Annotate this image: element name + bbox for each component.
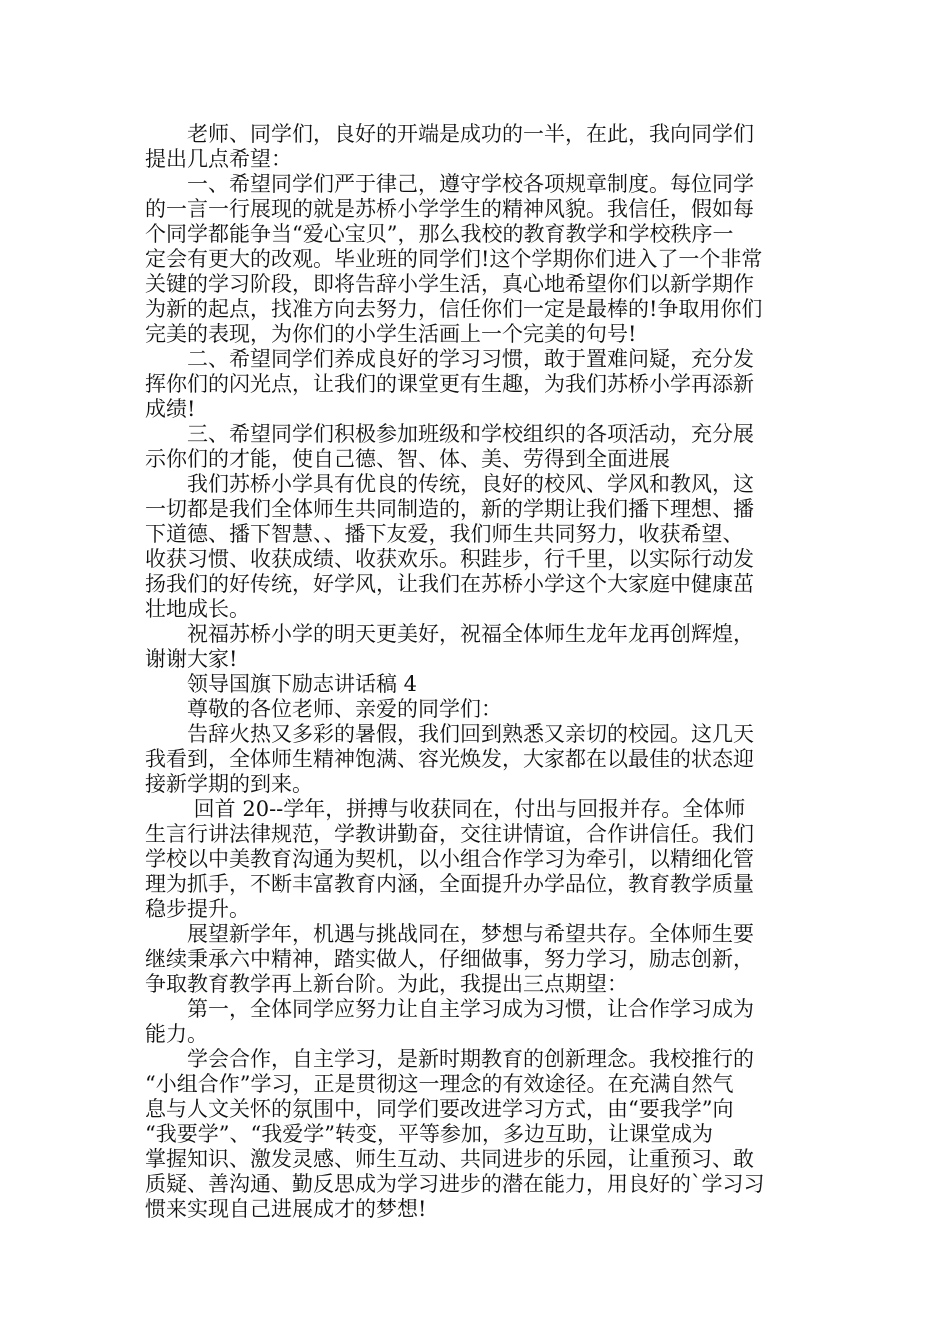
text-line: 挥你们的闪光点，让我们的课堂更有生趣，为我们苏桥小学再添新 <box>145 372 754 396</box>
text-line: 老师、同学们，良好的开端是成功的一半，在此，我向同学们 <box>145 122 754 146</box>
text-line: 质疑、善沟通、勤反思成为学习进步的潜在能力，用良好的`学习习 <box>145 1172 765 1196</box>
text-line: 的一言一行展现的就是苏桥小学学生的精神风貌。我信任，假如每 <box>145 197 754 221</box>
text-line: 一切都是我们全体师生共同制造的，新的学期让我们播下理想、播 <box>145 497 754 521</box>
text-line: 惯来实现自己进展成才的梦想! <box>145 1197 427 1221</box>
text-line: 壮地成长。 <box>145 597 250 621</box>
text-line: 为新的起点，找准方向去努力，信任你们一定是最棒的!争取用你们 <box>145 297 763 321</box>
text-line: 能力。 <box>145 1022 208 1046</box>
text-line: 继续秉承六中精神，踏实做人，仔细做事，努力学习，励志创新， <box>145 947 754 971</box>
text-line: 一、希望同学们严于律己，遵守学校各项规章制度。每位同学 <box>145 172 754 196</box>
text-line: 争取教育教学再上新台阶。为此，我提出三点期望： <box>145 972 628 996</box>
text-line: 示你们的才能，使自己德、智、体、美、劳得到全面进展 <box>145 447 670 471</box>
text-line: 尊敬的各位老师、亲爱的同学们： <box>145 697 502 721</box>
text-line: 生言行讲法律规范，学教讲勤奋，交往讲情谊，合作讲信任。我们 <box>145 822 754 846</box>
text-line: 下道德、播下智慧、、播下友爱，我们师生共同努力，收获希望、 <box>145 522 744 546</box>
text-line: 个同学都能争当“爱心宝贝”，那么我校的教育教学和学校秩序一 <box>145 222 734 246</box>
text-line: 掌握知识、激发灵感、师生互动、共同进步的乐园，让重预习、敢 <box>145 1147 754 1171</box>
text-line: 祝福苏桥小学的明天更美好，祝福全体师生龙年龙再创辉煌， <box>145 622 754 646</box>
text-line: 回首 20--学年，拼搏与收获同在，付出与回报并存。全体师 <box>145 797 746 821</box>
text-line: 成绩! <box>145 397 196 421</box>
text-line: 我们苏桥小学具有优良的传统，良好的校风、学风和教风，这 <box>145 472 754 496</box>
text-line: 稳步提升。 <box>145 897 250 921</box>
text-line: 关键的学习阶段，即将告辞小学生活，真心地希望你们以新学期作 <box>145 272 754 296</box>
text-line: 三、希望同学们积极参加班级和学校组织的各项活动，充分展 <box>145 422 754 446</box>
text-line: “我要学”、“我爱学”转变，平等参加，多边互助，让课堂成为 <box>145 1122 713 1146</box>
text-line: 谢谢大家! <box>145 647 238 671</box>
text-line: 领导国旗下励志讲话稿 4 <box>145 672 418 696</box>
text-line: 定会有更大的改观。毕业班的同学们!这个学期你们进入了一个非常 <box>145 247 763 271</box>
text-line: 提出几点希望： <box>145 147 292 171</box>
text-line: 学校以中美教育沟通为契机，以小组合作学习为牵引，以精细化管 <box>145 847 754 871</box>
text-line: “小组合作”学习，正是贯彻这一理念的有效途径。在充满自然气 <box>145 1072 734 1096</box>
text-line: 我看到，全体师生精神饱满、容光焕发，大家都在以最佳的状态迎 <box>145 747 754 771</box>
text-line: 扬我们的好传统，好学风，让我们在苏桥小学这个大家庭中健康茁 <box>145 572 754 596</box>
text-line: 学会合作，自主学习，是新时期教育的创新理念。我校推行的 <box>145 1047 754 1071</box>
text-line: 第一，全体同学应努力让自主学习成为习惯，让合作学习成为 <box>145 997 754 1021</box>
text-line: 息与人文关怀的氛围中，同学们要改进学习方式，由“要我学”向 <box>145 1097 734 1121</box>
text-line: 接新学期的到来。 <box>145 772 313 796</box>
document-body <box>145 122 809 1222</box>
text-line: 理为抓手，不断丰富教育内涵，全面提升办学品位，教育教学质量 <box>145 872 754 896</box>
text-line: 收获习惯、收获成绩、收获欢乐。积跬步，行千里，以实际行动发 <box>145 547 754 571</box>
text-line: 二、希望同学们养成良好的学习习惯，敢于置难问疑，充分发 <box>145 347 754 371</box>
text-line: 告辞火热又多彩的暑假，我们回到熟悉又亲切的校园。这几天 <box>145 722 754 746</box>
text-line: 完美的表现，为你们的小学生活画上一个完美的句号! <box>145 322 637 346</box>
text-line: 展望新学年，机遇与挑战同在，梦想与希望共存。全体师生要 <box>145 922 754 946</box>
